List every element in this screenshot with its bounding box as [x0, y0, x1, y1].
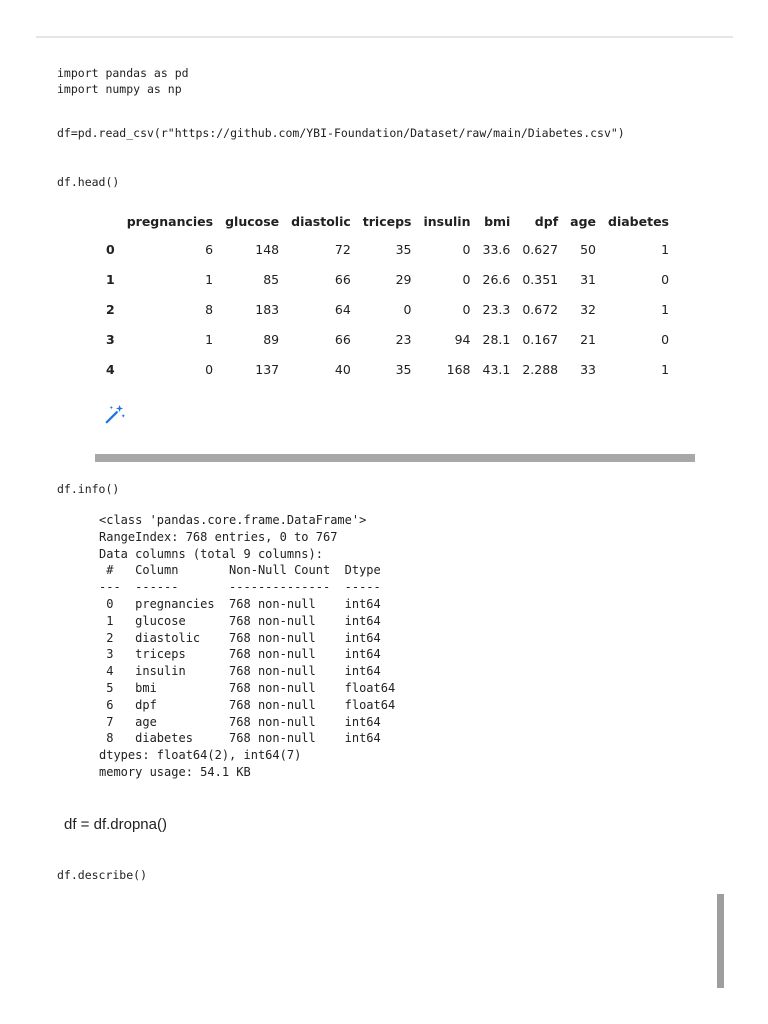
table-cell: 6	[205, 241, 214, 257]
row-index: 2	[106, 301, 115, 317]
table-row	[96, 234, 675, 264]
output-line: 2 diastolic 768 non-null int64	[99, 630, 396, 645]
table-row	[96, 294, 675, 324]
table-cell: 0	[462, 301, 471, 317]
table-cell: 33.6	[482, 241, 511, 257]
table-cell: 33	[580, 361, 597, 377]
output-line: 1 glucose 768 non-null int64	[99, 613, 396, 628]
table-cell: 0.672	[522, 301, 559, 317]
table-cell: 8	[205, 301, 214, 317]
code-line: import pandas as pd	[57, 66, 189, 80]
output-line: # Column Non-Null Count Dtype	[99, 563, 396, 578]
table-cell: 148	[255, 241, 280, 257]
column-header: glucose	[225, 213, 280, 229]
table-cell: 23	[395, 331, 412, 347]
table-cell: 50	[580, 241, 597, 257]
output-line: 8 diabetes 768 non-null int64	[99, 731, 396, 746]
row-index: 0	[106, 241, 115, 257]
column-header: dpf	[534, 213, 559, 229]
table-cell: 23.3	[482, 301, 511, 317]
output-line: 0 pregnancies 768 non-null int64	[99, 596, 396, 611]
table-cell: 43.1	[482, 361, 511, 377]
code-line: df.info()	[57, 482, 120, 496]
table-cell: 29	[395, 271, 412, 287]
output-line: dtypes: float64(2), int64(7)	[99, 748, 302, 763]
output-line: 4 insulin 768 non-null int64	[99, 664, 396, 679]
table-cell: 0	[661, 331, 670, 347]
table-cell: 26.6	[482, 271, 511, 287]
vertical-scrollbar[interactable]	[717, 894, 724, 988]
output-line: 3 triceps 768 non-null int64	[99, 647, 396, 662]
table-cell: 1	[661, 241, 670, 257]
column-header: diabetes	[608, 213, 670, 229]
table-cell: 0	[205, 361, 214, 377]
output-line: Data columns (total 9 columns):	[99, 546, 323, 561]
magic-wand-icon[interactable]	[104, 403, 126, 425]
table-row	[96, 354, 675, 384]
table-cell: 72	[334, 241, 351, 257]
head-output-table	[96, 208, 675, 384]
table-cell: 0	[661, 271, 670, 287]
table-cell: 32	[580, 301, 597, 317]
code-line: df=pd.read_csv(r"https://github.com/YBI-Foundation/Dataset/raw/main/Diabetes.csv")	[57, 126, 625, 140]
code-cell-describe[interactable]	[57, 867, 147, 883]
column-header: bmi	[484, 213, 511, 229]
info-output	[99, 512, 395, 781]
table-cell: 183	[255, 301, 280, 317]
table-cell: 0	[462, 241, 471, 257]
table-header-row	[96, 208, 675, 234]
table-cell: 1	[205, 331, 214, 347]
table-cell: 66	[334, 331, 351, 347]
output-line: 5 bmi 768 non-null float64	[99, 680, 396, 695]
table-cell: 168	[446, 361, 471, 377]
table-cell: 0	[462, 271, 471, 287]
index-header	[96, 208, 121, 234]
code-line: df.describe()	[57, 868, 148, 882]
table-row	[96, 264, 675, 294]
horizontal-scrollbar[interactable]	[95, 454, 695, 462]
output-line: --- ------ -------------- -----	[99, 580, 396, 595]
table-cell: 0.351	[522, 271, 559, 287]
table-cell: 35	[395, 361, 412, 377]
row-index: 3	[106, 331, 115, 347]
column-header: triceps	[362, 213, 412, 229]
output-line: RangeIndex: 768 entries, 0 to 767	[99, 529, 338, 544]
table-cell: 0	[403, 301, 412, 317]
code-cell-info[interactable]	[57, 481, 119, 497]
table-cell: 0.627	[522, 241, 559, 257]
output-scroll-area[interactable]	[0, 0, 708, 400]
table-cell: 1	[661, 361, 670, 377]
table-cell: 89	[263, 331, 280, 347]
row-index: 1	[106, 271, 115, 287]
table-cell: 0.167	[522, 331, 559, 347]
table-cell: 94	[454, 331, 471, 347]
table-cell: 28.1	[482, 331, 511, 347]
column-header: age	[570, 213, 597, 229]
table-cell: 137	[255, 361, 280, 377]
column-header: insulin	[423, 213, 471, 229]
table-cell: 1	[205, 271, 214, 287]
table-cell: 64	[334, 301, 351, 317]
table-cell: 40	[334, 361, 351, 377]
code-line: df.head()	[57, 175, 120, 189]
table-cell: 35	[395, 241, 412, 257]
code-line: import numpy as np	[57, 82, 182, 96]
output-line: 7 age 768 non-null int64	[99, 714, 396, 729]
column-header: diastolic	[291, 213, 351, 229]
table-cell: 31	[580, 271, 597, 287]
column-header: pregnancies	[126, 213, 214, 229]
text-cell-dropna[interactable]: df = df.dropna()	[64, 816, 167, 833]
table-cell: 1	[661, 301, 670, 317]
table-cell: 2.288	[522, 361, 559, 377]
table-row	[96, 324, 675, 354]
output-line: 6 dpf 768 non-null float64	[99, 697, 396, 712]
table-cell: 21	[580, 331, 597, 347]
table-cell: 66	[334, 271, 351, 287]
output-line: <class 'pandas.core.frame.DataFrame'>	[99, 513, 367, 527]
row-index: 4	[106, 361, 115, 377]
table-cell: 85	[263, 271, 280, 287]
output-line: memory usage: 54.1 KB	[99, 764, 251, 779]
